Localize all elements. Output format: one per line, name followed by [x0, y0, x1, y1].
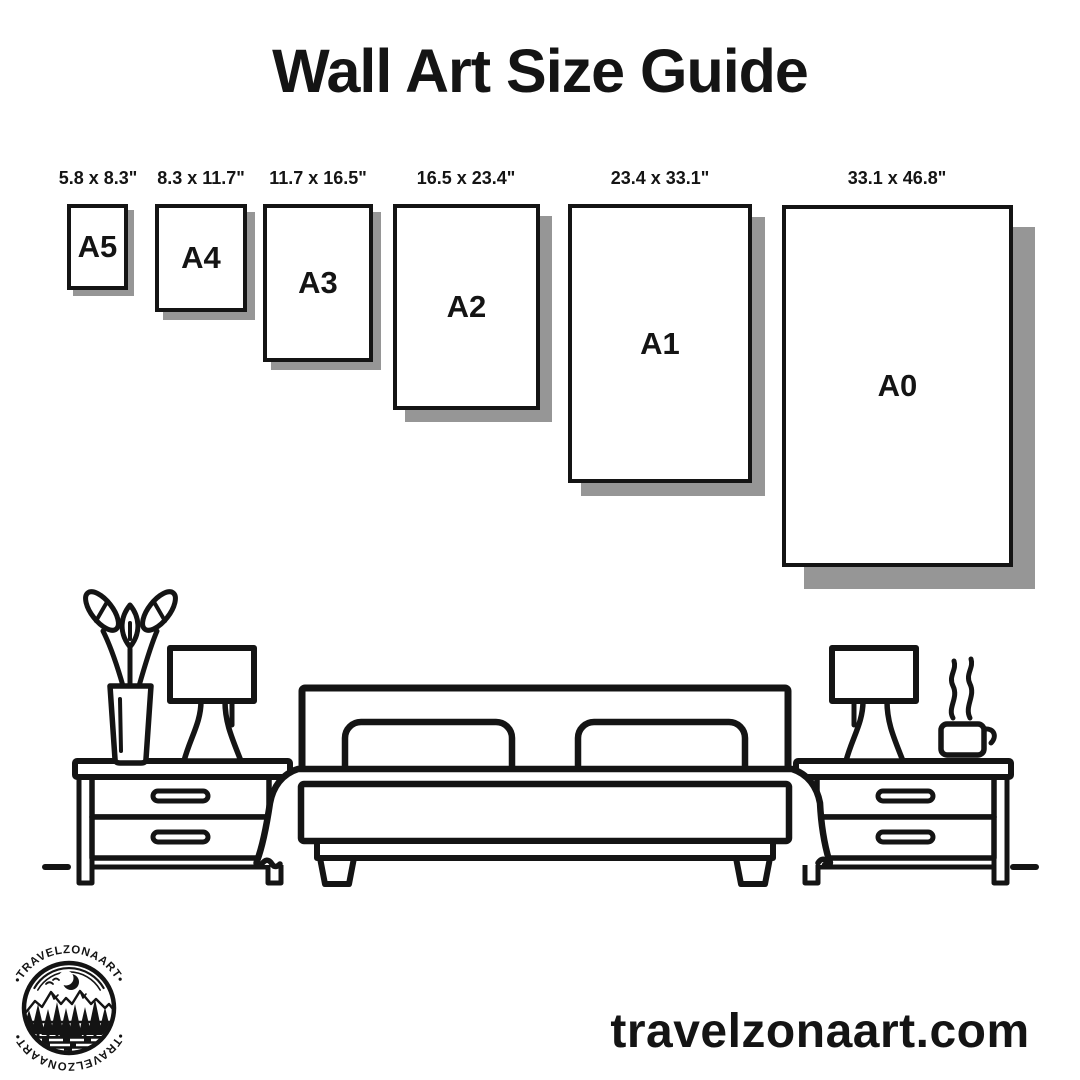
bed-leg [320, 858, 354, 884]
drawer-handle-icon [153, 791, 208, 801]
size-label-a1: A1 [640, 325, 680, 361]
size-label-a4: A4 [181, 240, 221, 275]
size-box-a0 [782, 205, 1013, 567]
coffee-cup-icon [928, 659, 996, 761]
size-box-a5 [67, 204, 128, 290]
page-title: Wall Art Size Guide [272, 37, 808, 105]
drawer-handle-icon [878, 832, 933, 842]
size-label-a2: A2 [446, 289, 487, 324]
logo-text-top: •TRAVELZONAART• [11, 944, 127, 985]
potted-plant-icon [80, 586, 182, 763]
size-box-a3 [263, 204, 373, 362]
size-dims-a5: 5.8 x 8.3" [58, 168, 138, 188]
bed-leg [736, 858, 770, 884]
size-label-a3: A3 [298, 265, 338, 300]
size-dims-a0: 33.1 x 46.8" [847, 168, 947, 188]
size-dims-a1: 23.4 x 33.1" [610, 168, 710, 188]
drawer-handle-icon [153, 832, 208, 842]
bed-frame [317, 841, 773, 858]
bedroom-illustration [0, 575, 1080, 905]
table-lamp-right-icon [832, 648, 916, 761]
size-label-a5: A5 [77, 229, 118, 264]
size-label-a0: A0 [877, 368, 918, 403]
drawer-handle-icon [878, 791, 933, 801]
size-box-a1 [568, 204, 752, 483]
mattress [301, 784, 789, 841]
size-box-a4 [155, 204, 247, 312]
website-url: travelzonaart.com [610, 1005, 1030, 1058]
double-bed-icon [256, 688, 832, 884]
logo-text-bottom: •TRAVELZONAART• [11, 1031, 127, 1072]
bird-icon [53, 979, 59, 981]
bird-icon [46, 982, 53, 984]
table-lamp-left-icon [170, 648, 254, 761]
size-dims-a2: 16.5 x 23.4" [416, 168, 516, 188]
size-box-a2 [393, 204, 540, 410]
brand-logo [8, 938, 132, 1074]
size-dims-a4: 8.3 x 11.7" [157, 168, 245, 188]
size-dims-a3: 11.7 x 16.5" [269, 168, 367, 188]
